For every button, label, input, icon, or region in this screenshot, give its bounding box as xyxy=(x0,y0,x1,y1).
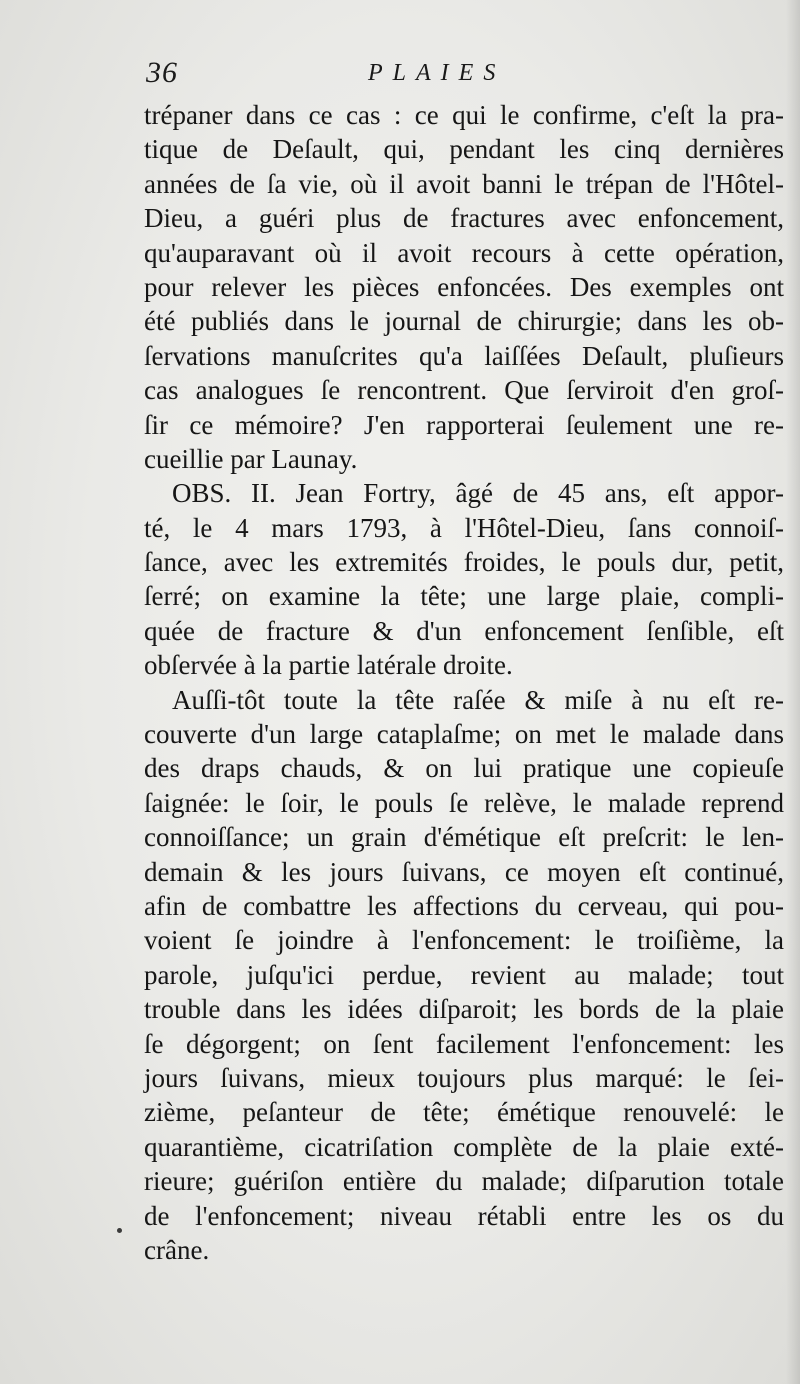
observation-heading-line: OBS. II. Jean Fortry, âgé de 45 ans, eſt appor- xyxy=(172,478,784,509)
body-text xyxy=(144,98,784,1267)
text-line: couverte d'un large cataplaſme; on met le malade dans xyxy=(144,719,784,750)
ink-speck xyxy=(117,1228,122,1233)
text-line: connoiſſance; un grain d'émétique eſt preſcrit: le len- xyxy=(144,822,784,853)
text-line: afin de combattre les affections du cerveau, qui pou- xyxy=(144,890,784,921)
text-line: pour relever les pièces enfoncées. Des exemples ont xyxy=(144,271,784,302)
text-line: ſerré; on examine la tête; une large plaie, compli- xyxy=(144,581,784,612)
text-line: été publiés dans le journal de chirurgie; dans les ob- xyxy=(144,306,784,337)
paragraph-start-line: Auſſi-tôt toute la tête raſée & miſe à nu eſt re- xyxy=(172,684,784,715)
text-line: quée de fracture & d'un enfoncement ſenſible, eſt xyxy=(144,615,784,646)
text-line: demain & les jours ſuivans, ce moyen eſt continué, xyxy=(144,856,784,887)
text-line: qu'auparavant où il avoit recours à cette opération, xyxy=(144,237,784,268)
text-line: tique de Deſault, qui, pendant les cinq dernières xyxy=(144,134,784,165)
text-line: ſance, avec les extremités froides, le pouls dur, petit, xyxy=(144,547,784,578)
running-title: PLAIES xyxy=(368,60,506,86)
page-header xyxy=(146,56,786,96)
text-line: trouble dans les idées diſparoit; les bords de la plaie xyxy=(144,994,784,1025)
text-line: zième, peſanteur de tête; émétique renouvelé: le xyxy=(144,1097,784,1128)
page-number: 36 xyxy=(146,56,178,89)
text-line: ſe dégorgent; on ſent facilement l'enfoncement: les xyxy=(144,1028,784,1059)
text-line: trépaner dans ce cas : ce qui le confirme, c'eſt la pra- xyxy=(144,100,784,130)
text-line: té, le 4 mars 1793, à l'Hôtel-Dieu, ſans connoiſ- xyxy=(144,512,784,543)
text-line: Dieu, a guéri plus de fractures avec enfoncement, xyxy=(144,203,784,234)
text-line: voient ſe joindre à l'enfoncement: le troiſième, la xyxy=(144,925,784,956)
text-line: rieure; guériſon entière du malade; diſparution totale xyxy=(144,1166,784,1197)
text-line: des draps chauds, & on lui pratique une copieuſe xyxy=(144,753,784,784)
text-line: obſervée à la partie latérale droite. xyxy=(144,650,513,681)
text-line: ſervations manuſcrites qu'a laiſſées Deſault, pluſieurs xyxy=(144,340,784,371)
text-line: jours ſuivans, mieux toujours plus marqué: le ſei- xyxy=(144,1062,784,1093)
text-line: de l'enfoncement; niveau rétabli entre les os du xyxy=(144,1200,784,1231)
text-line: ſaignée: le ſoir, le pouls ſe relève, le malade reprend xyxy=(144,787,784,818)
page-edge-shadow xyxy=(786,0,800,1384)
text-line: crâne. xyxy=(144,1234,210,1265)
text-line: ſir ce mémoire? J'en rapporterai ſeulement une re- xyxy=(144,409,784,440)
text-line: années de ſa vie, où il avoit banni le trépan de l'Hôtel- xyxy=(144,168,784,199)
text-line: cas analogues ſe rencontrent. Que ſerviroit d'en groſ- xyxy=(144,375,784,406)
text-line: quarantième, cicatriſation complète de la plaie exté- xyxy=(144,1131,784,1162)
text-line: parole, juſqu'ici perdue, revient au malade; tout xyxy=(144,959,784,990)
text-line: cueillie par Launay. xyxy=(144,443,358,474)
